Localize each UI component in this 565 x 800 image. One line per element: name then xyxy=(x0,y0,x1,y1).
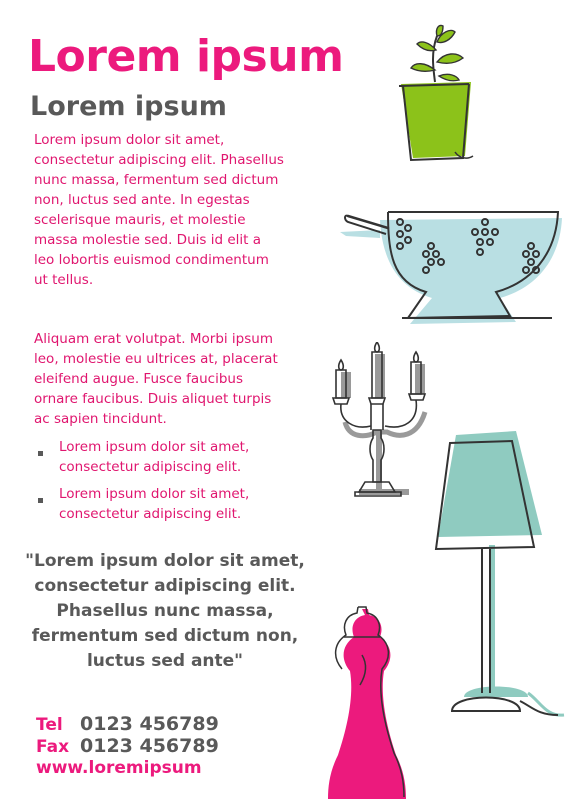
candelabra-icon xyxy=(325,342,440,502)
website-link[interactable]: www.loremipsum xyxy=(36,758,202,778)
plant-pot-icon xyxy=(395,22,480,167)
list-item xyxy=(34,484,294,531)
tel-label: Tel xyxy=(36,715,63,735)
bullet-list xyxy=(34,437,294,531)
lamp-icon xyxy=(428,425,565,725)
page-title: Lorem ipsum xyxy=(28,31,344,82)
tel-number: 0123 456789 xyxy=(80,713,219,735)
fax-label: Fax xyxy=(36,737,70,757)
pepper-mill-icon xyxy=(322,605,412,800)
colander-icon xyxy=(340,200,565,330)
bullet-square-icon xyxy=(38,498,43,503)
tel-row xyxy=(36,713,219,735)
page-subtitle: Lorem ipsum xyxy=(30,91,227,122)
bullet-text: Lorem ipsum dolor sit amet, consectetur adipiscing elit. xyxy=(59,486,250,522)
fax-number: 0123 456789 xyxy=(80,735,219,757)
fax-row xyxy=(36,735,219,757)
bullet-square-icon xyxy=(38,451,43,456)
pull-quote: "Lorem ipsum dolor sit amet, consectetur adipiscing elit. Phasellus nunc massa, fermentum sed dictum non, luctus sed ante" xyxy=(25,551,305,671)
body-paragraph-1: Lorem ipsum dolor sit amet, consectetur adipiscing elit. Phasellus nunc massa, fermentum sed dictum non, luctus sed ante. In egestas scelerisque mauris, et molestie massa molestie sed. Duis id elit a leo lobortis euismod condimentum ut tellus. xyxy=(34,132,284,288)
bullet-text: Lorem ipsum dolor sit amet, consectetur adipiscing elit. xyxy=(59,439,250,475)
list-item xyxy=(34,437,294,484)
body-paragraph-2: Aliquam erat volutpat. Morbi ipsum leo, molestie eu ultrices at, placerat eleifend augue. Fusce faucibus ornare faucibus. Duis aliquet turpis ac sapien tincidunt. xyxy=(34,331,278,427)
contact-block xyxy=(36,713,219,757)
